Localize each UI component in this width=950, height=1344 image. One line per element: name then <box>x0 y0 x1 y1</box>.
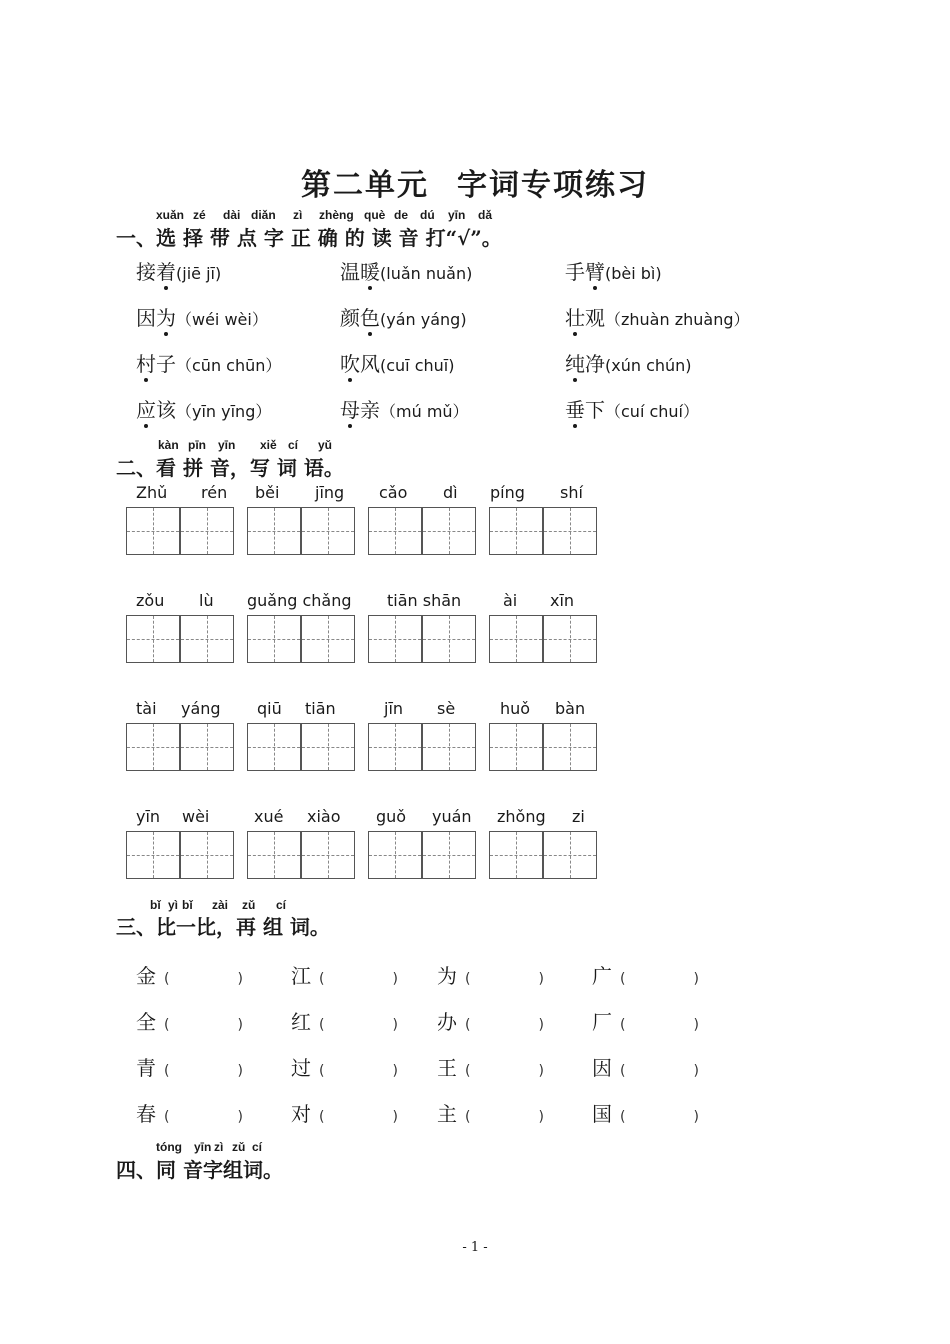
pronunciation-options[interactable]: (yán yáng) <box>380 310 467 329</box>
word-pinyin: zhǒng <box>497 807 546 826</box>
compare-word-item[interactable]: 红 ( ) <box>291 1010 398 1034</box>
word-pinyin: huǒ <box>500 699 531 718</box>
tianzi-grid-box[interactable] <box>489 615 543 663</box>
tianzi-grid-box[interactable] <box>301 507 355 555</box>
pronunciation-options[interactable]: （cuí chuí） <box>605 402 699 421</box>
section4-pinyin: tóng yīn zì zǔ cí <box>156 1140 263 1154</box>
dotted-char: 应 <box>136 398 156 422</box>
word-char: 亲 <box>360 398 380 422</box>
word-pinyin: tiān <box>305 699 336 718</box>
compare-word-item[interactable]: 因 ( ) <box>592 1056 699 1080</box>
word-pinyin: lù <box>199 591 214 610</box>
compare-word-item[interactable]: 王 ( ) <box>437 1056 544 1080</box>
tianzi-grid-box[interactable] <box>247 507 301 555</box>
compare-char: 金 <box>136 964 156 988</box>
word-char: 手 <box>565 260 585 284</box>
tianzi-grid-box[interactable] <box>489 831 543 879</box>
word-char: 净 <box>585 352 605 376</box>
tianzi-grid-box[interactable] <box>247 831 301 879</box>
word-char: 接 <box>136 260 156 284</box>
word-pinyin: ài <box>503 591 518 610</box>
word-pinyin: zǒu <box>136 591 165 610</box>
section1-heading: 一、选 择 带 点 字 正 确 的 读 音 打“√”。 <box>116 226 502 250</box>
compare-word-item[interactable]: 江 ( ) <box>291 964 398 988</box>
tianzi-grid-box[interactable] <box>126 615 180 663</box>
compare-word-item[interactable]: 广 ( ) <box>592 964 699 988</box>
tianzi-grid-box[interactable] <box>247 723 301 771</box>
compare-word-item[interactable]: 国 ( ) <box>592 1102 699 1126</box>
dotted-char: 为 <box>156 306 176 330</box>
pronunciation-item[interactable] <box>136 302 268 331</box>
pronunciation-item[interactable] <box>565 302 750 331</box>
compare-word-item[interactable]: 过 ( ) <box>291 1056 398 1080</box>
tianzi-grid-box[interactable] <box>422 723 476 771</box>
word-pinyin: shí <box>560 483 583 502</box>
tianzi-grid-box[interactable] <box>543 723 597 771</box>
tianzi-grid-box[interactable] <box>126 831 180 879</box>
compare-word-item[interactable]: 为 ( ) <box>437 964 544 988</box>
compare-char: 为 <box>437 964 457 988</box>
word-pinyin: sè <box>437 699 456 718</box>
word-pinyin: běi <box>255 483 280 502</box>
tianzi-grid-box[interactable] <box>543 831 597 879</box>
word-pinyin: píng <box>490 483 525 502</box>
pronunciation-options[interactable]: (xún chún) <box>605 356 692 375</box>
compare-word-item[interactable]: 主 ( ) <box>437 1102 544 1126</box>
tianzi-grid-box[interactable] <box>543 615 597 663</box>
tianzi-grid-box[interactable] <box>301 615 355 663</box>
word-pinyin: xiào <box>307 807 341 826</box>
word-pinyin: jīng <box>315 483 345 502</box>
pronunciation-item[interactable] <box>136 348 281 377</box>
tianzi-grid-box[interactable] <box>180 723 234 771</box>
word-pinyin: dì <box>443 483 458 502</box>
section3-heading: 三、比一比，再 组 词。 <box>116 915 330 939</box>
tianzi-grid-box[interactable] <box>368 831 422 879</box>
compare-word-item[interactable]: 对 ( ) <box>291 1102 398 1126</box>
pronunciation-options[interactable]: （yīn yīng） <box>176 402 272 421</box>
section2-pinyin: kàn pīn yīn xiě cí yǔ <box>158 438 333 452</box>
tianzi-grid-box[interactable] <box>180 831 234 879</box>
tianzi-grid-box[interactable] <box>543 507 597 555</box>
word-char: 因 <box>136 306 156 330</box>
page-number: - 1 - <box>462 1240 488 1255</box>
dotted-char: 色 <box>360 306 380 330</box>
pronunciation-item[interactable] <box>136 256 221 285</box>
word-pinyin: wèi <box>182 807 210 826</box>
compare-char: 因 <box>592 1056 612 1080</box>
compare-char: 广 <box>592 964 612 988</box>
tianzi-grid-box[interactable] <box>489 723 543 771</box>
pronunciation-item[interactable] <box>340 256 472 285</box>
word-char: 风 <box>360 352 380 376</box>
word-char: 温 <box>340 260 360 284</box>
compare-char: 厂 <box>592 1010 612 1034</box>
tianzi-grid-box[interactable] <box>301 723 355 771</box>
pronunciation-item[interactable] <box>136 394 271 423</box>
word-pinyin: jīn <box>384 699 404 718</box>
section3-pinyin: bǐ yì bǐ zài zǔ cí <box>150 898 287 912</box>
word-pinyin: tiān shān <box>387 591 462 610</box>
compare-char: 王 <box>437 1056 457 1080</box>
dotted-char: 着 <box>156 260 176 284</box>
compare-word-item[interactable]: 全 ( ) <box>136 1010 243 1034</box>
word-char: 该 <box>156 398 176 422</box>
pronunciation-options[interactable]: （mú mǔ） <box>380 402 469 421</box>
word-pinyin: tài <box>136 699 157 718</box>
tianzi-grid-box[interactable] <box>301 831 355 879</box>
compare-char: 青 <box>136 1056 156 1080</box>
tianzi-grid-box[interactable] <box>368 507 422 555</box>
word-pinyin: xīn <box>550 591 575 610</box>
word-pinyin: guǎng chǎng <box>247 591 352 610</box>
compare-char: 过 <box>291 1056 311 1080</box>
tianzi-grid-box[interactable] <box>180 615 234 663</box>
dotted-char: 纯 <box>565 352 585 376</box>
compare-char: 对 <box>291 1102 311 1126</box>
tianzi-grid-box[interactable] <box>247 615 301 663</box>
word-pinyin: rén <box>201 483 228 502</box>
compare-word-item[interactable]: 金 ( ) <box>136 964 243 988</box>
word-pinyin: qiū <box>257 699 282 718</box>
word-pinyin: xué <box>254 807 284 826</box>
pronunciation-item[interactable] <box>565 256 662 285</box>
compare-word-item[interactable]: 青 ( ) <box>136 1056 243 1080</box>
pronunciation-item[interactable] <box>340 394 469 423</box>
compare-word-item[interactable]: 办 ( ) <box>437 1010 544 1034</box>
tianzi-grid-box[interactable] <box>180 507 234 555</box>
tianzi-grid-box[interactable] <box>422 615 476 663</box>
pronunciation-item[interactable] <box>565 348 692 377</box>
word-char: 观 <box>585 306 605 330</box>
compare-char: 红 <box>291 1010 311 1034</box>
compare-word-item[interactable]: 厂 ( ) <box>592 1010 699 1034</box>
dotted-char: 暖 <box>360 260 380 284</box>
dotted-char: 壮 <box>565 306 585 330</box>
tianzi-grid-box[interactable] <box>368 723 422 771</box>
word-pinyin: yuán <box>432 807 472 826</box>
word-pinyin: zi <box>572 807 585 826</box>
word-pinyin: yáng <box>181 699 221 718</box>
compare-char: 办 <box>437 1010 457 1034</box>
pronunciation-options[interactable]: (jiē jī) <box>176 264 222 283</box>
compare-char: 江 <box>291 964 311 988</box>
page-title: 第二单元 字词专项练习 <box>301 168 649 203</box>
section2-heading: 二、看 拼 音，写 词 语。 <box>116 456 344 480</box>
word-pinyin: guǒ <box>376 807 407 826</box>
compare-word-item[interactable]: 春 ( ) <box>136 1102 243 1126</box>
word-pinyin: Zhǔ <box>136 483 168 502</box>
compare-char: 春 <box>136 1102 156 1126</box>
word-char: 子 <box>156 352 176 376</box>
pronunciation-options[interactable]: (luǎn nuǎn) <box>380 264 473 283</box>
dotted-char: 母 <box>340 398 360 422</box>
dotted-char: 村 <box>136 352 156 376</box>
compare-char: 主 <box>437 1102 457 1126</box>
word-pinyin: bàn <box>555 699 586 718</box>
section1-pinyin: xuǎn zé dài diǎn zì zhèng què de dú yīn dǎ <box>156 208 493 222</box>
word-pinyin: cǎo <box>379 483 408 502</box>
tianzi-grid-box[interactable] <box>422 507 476 555</box>
pronunciation-item[interactable] <box>565 394 699 423</box>
pronunciation-item[interactable] <box>340 302 467 331</box>
word-char: 颜 <box>340 306 360 330</box>
tianzi-grid-box[interactable] <box>126 507 180 555</box>
pronunciation-options[interactable]: （wéi wèi） <box>176 310 268 329</box>
section4-heading: 四、同 音字组词。 <box>116 1158 283 1182</box>
pronunciation-item[interactable] <box>340 348 454 377</box>
pronunciation-options[interactable]: （cūn chūn） <box>176 356 282 375</box>
word-char: 下 <box>585 398 605 422</box>
pronunciation-options[interactable]: (bèi bì) <box>605 264 662 283</box>
tianzi-grid-box[interactable] <box>422 831 476 879</box>
dotted-char: 臂 <box>585 260 605 284</box>
dotted-char: 吹 <box>340 352 360 376</box>
tianzi-grid-box[interactable] <box>368 615 422 663</box>
compare-char: 国 <box>592 1102 612 1126</box>
pronunciation-options[interactable]: （zhuàn zhuàng） <box>605 310 750 329</box>
dotted-char: 垂 <box>565 398 585 422</box>
tianzi-grid-box[interactable] <box>489 507 543 555</box>
word-pinyin: yīn <box>136 807 161 826</box>
pronunciation-options[interactable]: (cuī chuī) <box>380 356 455 375</box>
tianzi-grid-box[interactable] <box>126 723 180 771</box>
compare-char: 全 <box>136 1010 156 1034</box>
